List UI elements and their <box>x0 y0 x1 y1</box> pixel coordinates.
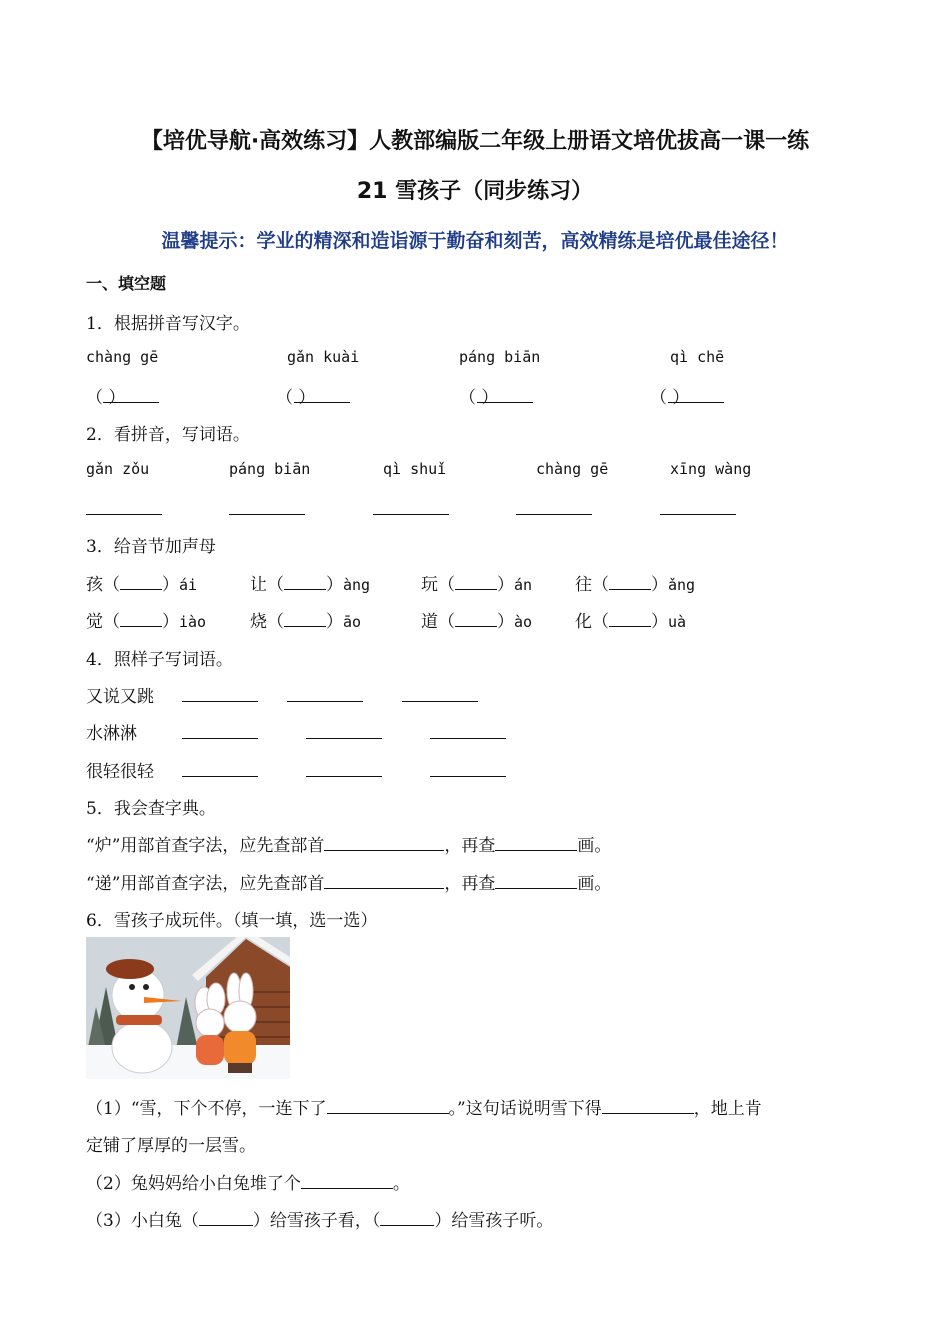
page-subtitle: 21 雪孩子（同步练习） <box>356 179 594 204</box>
answer-blank[interactable] <box>602 1097 694 1114</box>
answer-blank[interactable] <box>668 402 724 403</box>
q5-text: 画。 <box>577 836 612 856</box>
answer-blank[interactable] <box>284 573 326 590</box>
q1-pinyin: chàng gē <box>86 348 159 366</box>
q3-syllable: àng <box>343 576 371 594</box>
q1-answer-paren[interactable]: （ ） <box>650 388 690 408</box>
section-heading: 一、填空题 <box>86 274 167 293</box>
q1-answer-paren[interactable]: （ ） <box>276 388 316 408</box>
q6-text: ）给雪孩子听。 <box>434 1211 554 1231</box>
answer-blank[interactable] <box>306 776 382 777</box>
q2-stem: 2．看拼音，写词语。 <box>86 425 250 445</box>
q1-stem: 1．根据拼音写汉字。 <box>86 314 250 334</box>
answer-blank[interactable] <box>120 610 162 627</box>
q1-answer-paren[interactable]: （ ） <box>86 388 126 408</box>
q3-syllable: ào <box>514 613 533 631</box>
answer-blank[interactable] <box>327 1097 449 1114</box>
q5-text: “炉”用部首查字法，应先查部首 <box>86 836 325 856</box>
q6-text: （1）“雪，下个不停，一连下了 <box>86 1099 327 1119</box>
q6-text: 。”这句话说明雪下得 <box>448 1099 602 1119</box>
q6-stem: 6．雪孩子成玩伴。（填一填，选一选） <box>86 911 378 931</box>
q3-syllable: ái <box>179 576 198 594</box>
answer-blank[interactable] <box>455 573 497 590</box>
q3-item: 玩（ ）án <box>421 575 533 595</box>
q6-sentence-3 <box>86 1206 553 1231</box>
q3-char: 道 <box>421 612 438 632</box>
q4-stem: 4．照样子写词语。 <box>86 650 233 670</box>
q5-text: “递”用部首查字法，应先查部首 <box>86 874 325 894</box>
snow-scene-illustration <box>86 937 290 1079</box>
q3-char: 化 <box>575 612 592 632</box>
q5-text: 画。 <box>577 874 612 894</box>
q3-item: 孩（ ）ái <box>86 575 198 595</box>
q2-pinyin: chàng gē <box>536 460 609 478</box>
answer-blank[interactable] <box>660 514 736 515</box>
q6-text: 。 <box>392 1174 410 1194</box>
answer-blank[interactable] <box>495 834 577 851</box>
answer-blank[interactable] <box>609 610 651 627</box>
answer-blank[interactable] <box>287 701 363 702</box>
q6-text: ，地上肯 <box>693 1099 762 1119</box>
q2-pinyin: qì shuǐ <box>383 460 447 478</box>
q5-line <box>86 831 611 856</box>
q2-pinyin: gǎn zǒu <box>86 460 150 478</box>
answer-blank[interactable] <box>477 402 533 403</box>
q6-text: （2）兔妈妈给小白兔堆了个 <box>86 1174 301 1194</box>
q5-line <box>86 869 611 894</box>
answer-blank[interactable] <box>373 514 449 515</box>
q3-item: 化（ ）uà <box>575 612 687 632</box>
q3-char: 孩 <box>86 575 103 595</box>
answer-blank[interactable] <box>455 610 497 627</box>
answer-blank[interactable] <box>402 701 478 702</box>
answer-blank[interactable] <box>182 701 258 702</box>
q3-item: 让（ ）àng <box>250 575 371 595</box>
answer-blank[interactable] <box>324 872 444 889</box>
q6-sentence-2 <box>86 1169 410 1194</box>
answer-blank[interactable] <box>609 573 651 590</box>
q3-item: 道（ ）ào <box>421 612 533 632</box>
answer-blank[interactable] <box>86 514 162 515</box>
q5-text: ，再查 <box>444 874 496 894</box>
answer-blank[interactable] <box>120 573 162 590</box>
q3-syllable: ǎng <box>668 576 696 594</box>
q3-syllable: āo <box>343 613 362 631</box>
q1-pinyin: qì chē <box>670 348 725 366</box>
q3-char: 觉 <box>86 612 103 632</box>
q3-item: 烧（ ）āo <box>250 612 362 632</box>
answer-blank[interactable] <box>284 610 326 627</box>
q4-example: 水淋淋 <box>86 724 137 744</box>
q6-sentence-1 <box>86 1094 762 1119</box>
answer-blank[interactable] <box>182 776 258 777</box>
q3-syllable: iào <box>179 613 207 631</box>
q6-text: （3）小白兔（ <box>86 1211 199 1231</box>
answer-blank[interactable] <box>306 738 382 739</box>
q1-pinyin: páng biān <box>459 348 541 366</box>
answer-blank[interactable] <box>199 1209 253 1226</box>
q5-text: ，再查 <box>444 836 496 856</box>
q3-stem: 3．给音节加声母 <box>86 537 216 557</box>
q3-item: 往（ ）ǎng <box>575 575 696 595</box>
q6-text: ）给雪孩子看，（ <box>252 1211 381 1231</box>
tip-text: 温馨提示：学业的精深和造诣源于勤奋和刻苦，高效精练是培优最佳途径！ <box>161 230 789 252</box>
snow-scene-image <box>86 937 290 1079</box>
answer-blank[interactable] <box>516 514 592 515</box>
q5-stem: 5．我会查字典。 <box>86 799 216 819</box>
q3-syllable: án <box>514 576 533 594</box>
answer-blank[interactable] <box>380 1209 434 1226</box>
q3-item: 觉（ ）iào <box>86 612 207 632</box>
q1-answer-paren[interactable]: （ ） <box>459 388 499 408</box>
answer-blank[interactable] <box>229 514 305 515</box>
q4-example: 又说又跳 <box>86 687 154 707</box>
answer-blank[interactable] <box>182 738 258 739</box>
q6-sentence-1-cont: 定铺了厚厚的一层雪。 <box>86 1136 256 1156</box>
answer-blank[interactable] <box>294 402 350 403</box>
q2-pinyin: páng biān <box>229 460 311 478</box>
answer-blank[interactable] <box>103 402 159 403</box>
answer-blank[interactable] <box>324 834 444 851</box>
answer-blank[interactable] <box>301 1172 393 1189</box>
answer-blank[interactable] <box>430 738 506 739</box>
page-title: 【培优导航·高效练习】人教部编版二年级上册语文培优拔高一课一练 <box>140 129 810 154</box>
answer-blank[interactable] <box>495 872 577 889</box>
q3-char: 烧 <box>250 612 267 632</box>
q3-char: 往 <box>575 575 592 595</box>
q3-char: 玩 <box>421 575 438 595</box>
q2-pinyin: xīng wàng <box>670 460 752 478</box>
answer-blank[interactable] <box>430 776 506 777</box>
q1-pinyin: gǎn kuài <box>287 348 360 366</box>
q3-syllable: uà <box>668 613 687 631</box>
q3-char: 让 <box>250 575 267 595</box>
q4-example: 很轻很轻 <box>86 762 154 782</box>
